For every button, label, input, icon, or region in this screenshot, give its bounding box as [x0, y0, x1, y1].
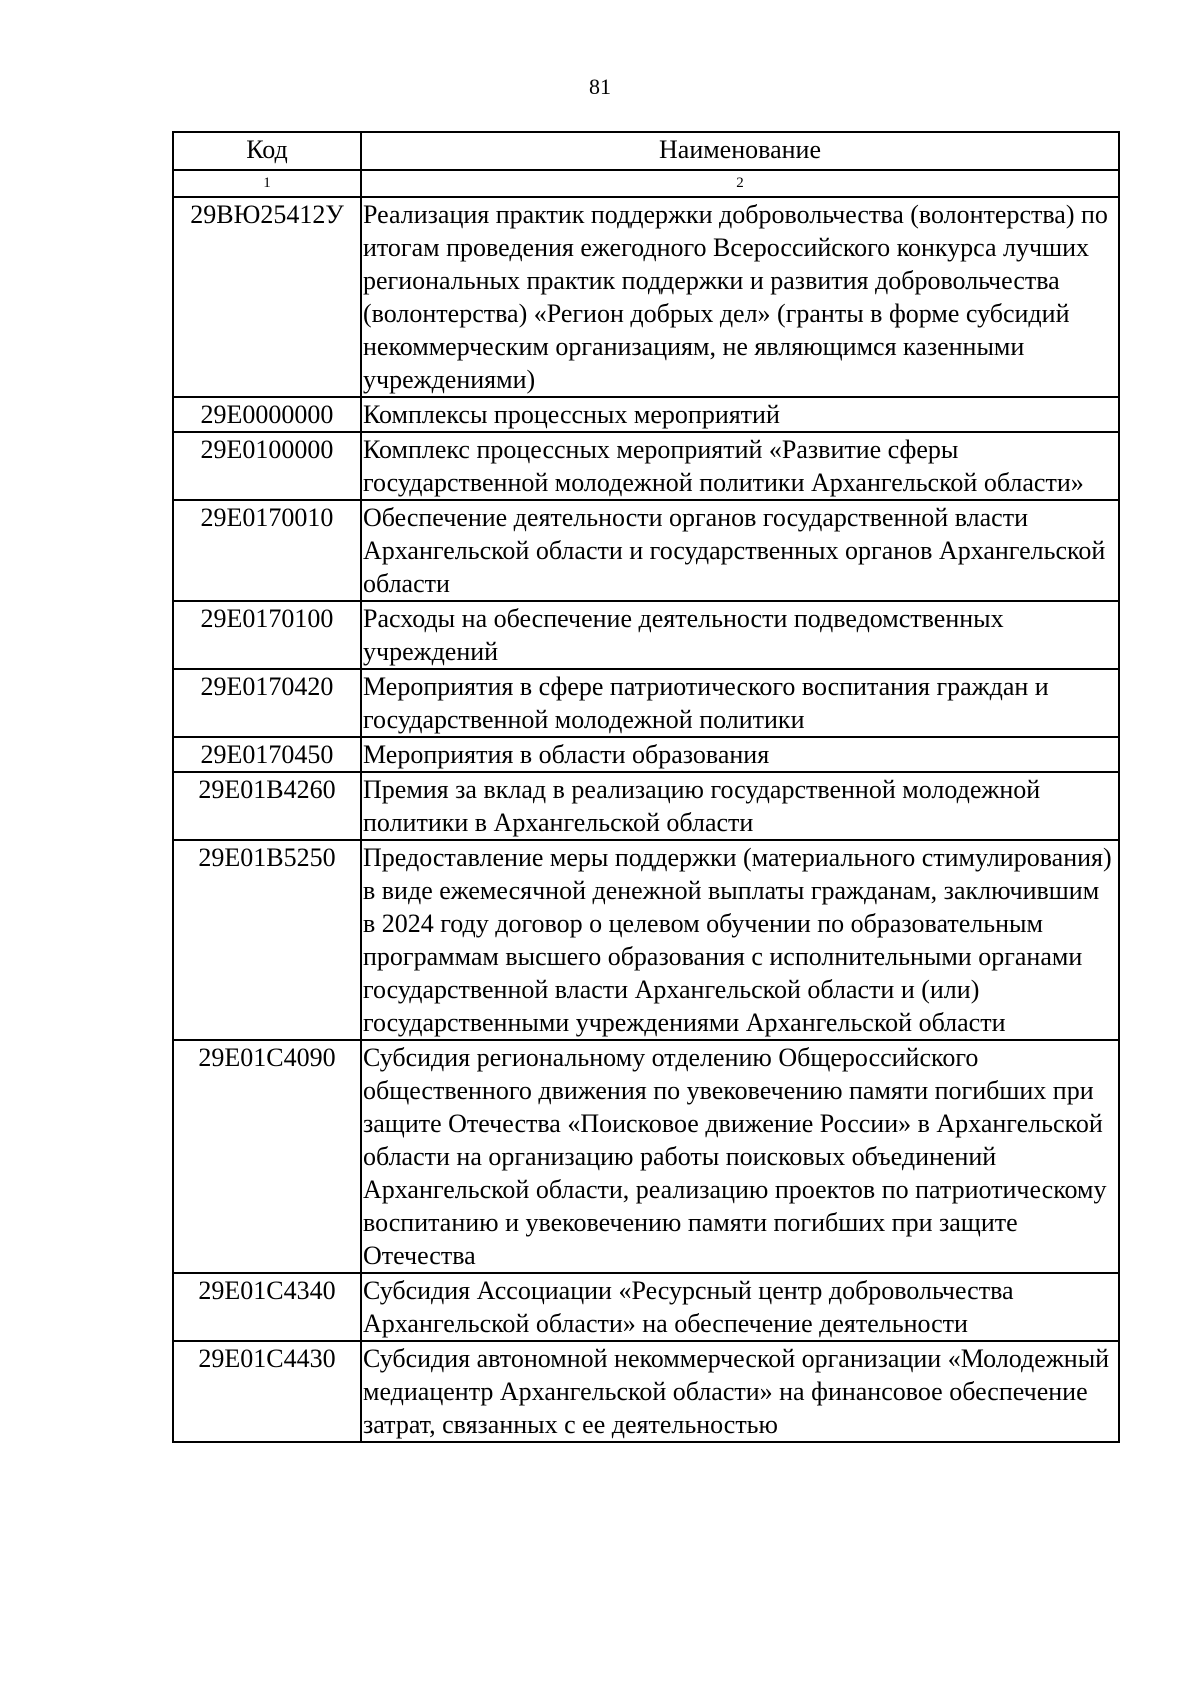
table-row	[173, 737, 1119, 772]
table-row	[173, 1341, 1119, 1442]
row-code: 29Е0170100	[173, 601, 361, 669]
table-row	[173, 840, 1119, 1040]
row-code: 29Е01В5250	[173, 840, 361, 1040]
table-row	[173, 669, 1119, 737]
row-code: 29Е01С4090	[173, 1040, 361, 1273]
row-name: Комплекс процессных мероприятий «Развитие сферы государственной молодежной политики Архангельской области»	[361, 432, 1119, 500]
row-code: 29Е0170420	[173, 669, 361, 737]
row-name: Субсидия Ассоциации «Ресурсный центр добровольчества Архангельской области» на обеспечение деятельности	[361, 1273, 1119, 1341]
page-number: 81	[589, 74, 611, 99]
row-name: Мероприятия в сфере патриотического воспитания граждан и государственной молодежной политики	[361, 669, 1119, 737]
header-code: Код	[173, 132, 361, 170]
row-code: 29Е01С4340	[173, 1273, 361, 1341]
column-number-name: 2	[361, 170, 1119, 197]
row-code: 29Е0100000	[173, 432, 361, 500]
table-row	[173, 432, 1119, 500]
table-row	[173, 1273, 1119, 1341]
budget-code-table	[172, 131, 1120, 1443]
row-code: 29ВЮ25412У	[173, 197, 361, 397]
row-code: 29Е01В4260	[173, 772, 361, 840]
header-name: Наименование	[361, 132, 1119, 170]
row-name: Премия за вклад в реализацию государственной молодежной политики в Архангельской области	[361, 772, 1119, 840]
row-name: Мероприятия в области образования	[361, 737, 1119, 772]
row-name: Субсидия региональному отделению Общероссийского общественного движения по увековечению памяти погибших при защите Отечества «Поисковое движение России» в Архангельской области на организацию работы поисковых объединений Архангельской области, реализацию проектов по патриотическому воспитанию и увековечению памяти погибших при защите Отечества	[361, 1040, 1119, 1273]
table-row	[173, 197, 1119, 397]
row-code: 29Е01С4430	[173, 1341, 361, 1442]
row-code: 29Е0170010	[173, 500, 361, 601]
row-name: Субсидия автономной некоммерческой организации «Молодежный медиацентр Архангельской области» на финансовое обеспечение затрат, связанных с ее деятельностью	[361, 1341, 1119, 1442]
row-code: 29Е0000000	[173, 397, 361, 432]
row-name: Предоставление меры поддержки (материального стимулирования) в виде ежемесячной денежной выплаты гражданам, заключившим в 2024 году договор о целевом обучении по образовательным программам высшего образования с исполнительными органами государственной власти Архангельской области и (или) государственными учреждениями Архангельской области	[361, 840, 1119, 1040]
table-row	[173, 601, 1119, 669]
table-row	[173, 772, 1119, 840]
row-name: Расходы на обеспечение деятельности подведомственных учреждений	[361, 601, 1119, 669]
table-header-row	[173, 132, 1119, 170]
row-name: Обеспечение деятельности органов государственной власти Архангельской области и государственных органов Архангельской области	[361, 500, 1119, 601]
column-number-row	[173, 170, 1119, 197]
row-code: 29Е0170450	[173, 737, 361, 772]
row-name: Реализация практик поддержки добровольчества (волонтерства) по итогам проведения ежегодного Всероссийского конкурса лучших региональных практик поддержки и развития добровольчества (волонтерства) «Регион добрых дел» (гранты в форме субсидий некоммерческим организациям, не являющимся казенными учреждениями)	[361, 197, 1119, 397]
column-number-code: 1	[173, 170, 361, 197]
table-row	[173, 1040, 1119, 1273]
table-row	[173, 500, 1119, 601]
row-name: Комплексы процессных мероприятий	[361, 397, 1119, 432]
table-row	[173, 397, 1119, 432]
